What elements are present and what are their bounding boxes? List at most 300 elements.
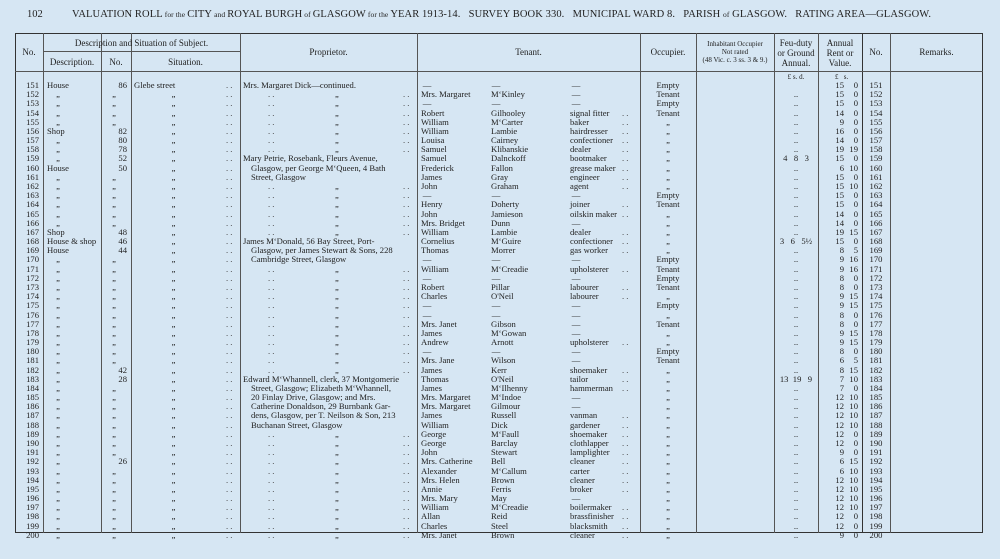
row-street-number: „	[112, 346, 116, 357]
proprietor-line: Catherine Donaldson, 29 Burnbank Gar-	[251, 401, 391, 412]
tenant-surname: Steel	[491, 520, 509, 531]
tenant-surname: Morrer	[491, 245, 516, 256]
rent-pounds: 19	[835, 226, 844, 237]
row-situation: „	[171, 236, 176, 247]
row-number-right: 158	[869, 144, 883, 155]
rent-pounds: 9	[839, 263, 844, 274]
feu-duty-value: 13 19 9	[779, 373, 813, 384]
title-part: for the	[162, 10, 188, 19]
occupier-status: Tenant	[656, 318, 680, 329]
dot-leader: . .	[226, 373, 233, 384]
row-street-number: „	[112, 309, 116, 320]
row-situation: „	[171, 281, 176, 292]
occupier-status: „	[666, 465, 670, 476]
proprietor-ditto: „	[335, 318, 339, 329]
row-situation: „	[171, 401, 176, 412]
row-situation: „	[171, 410, 176, 421]
dot-leader: . .	[403, 318, 410, 329]
tenant-occupation: bootmaker	[570, 153, 607, 164]
row-street-number: „	[112, 392, 116, 403]
row-situation: „	[171, 89, 176, 100]
rent-pounds: 15	[835, 80, 844, 90]
dot-leader: . .	[226, 245, 233, 256]
rent-shillings: 10	[849, 162, 858, 173]
tenant-surname: Bell	[491, 456, 506, 467]
dot-leader: . .	[622, 116, 629, 127]
feu-duty-value: ..	[793, 529, 799, 540]
dot-leader: . .	[622, 162, 629, 173]
dot-leader: . .	[403, 272, 410, 283]
rent-pounds: 12	[835, 511, 844, 522]
rent-pounds: 12	[835, 428, 844, 439]
title-part: of	[722, 10, 730, 19]
row-situation: „	[171, 300, 176, 311]
tenant-occupation: lamplighter	[570, 447, 610, 458]
tenant-first-name: Mrs. Margaret	[421, 392, 471, 403]
feu-duty-value: ..	[793, 382, 799, 393]
row-number: 189	[26, 428, 39, 439]
rent-pounds: 15	[835, 236, 844, 247]
row-number-right: 151	[869, 80, 883, 90]
row-number-right: 195	[869, 483, 883, 494]
tenant-surname: Brown	[491, 529, 515, 540]
dot-leader: . .	[226, 281, 233, 292]
tenant-first-name: Alexander	[421, 465, 457, 476]
rent-shillings: 10	[849, 465, 858, 476]
rent-pounds: 6	[839, 456, 844, 467]
dot-leader: . .	[403, 529, 410, 540]
dot-leader: . .	[622, 419, 629, 430]
row-number-right: 178	[869, 327, 883, 338]
row-number-right: 197	[869, 502, 883, 513]
rent-shillings: 0	[853, 135, 858, 146]
occupier-status: Empty	[656, 346, 680, 357]
rent-shillings: 0	[853, 511, 858, 522]
tenant-surname: M‘Gowan	[491, 327, 527, 338]
tenant-occupation: cleaner	[570, 456, 595, 467]
row-street-number: „	[112, 447, 116, 458]
occupier-status: „	[666, 428, 670, 439]
dot-leader: . .	[226, 309, 233, 320]
rent-pounds: 15	[835, 180, 844, 191]
proprietor-ditto: „	[335, 502, 339, 513]
feu-duty-value: ..	[793, 447, 799, 458]
row-number-right: 192	[869, 456, 883, 467]
row-street-number: „	[112, 199, 116, 210]
feu-duty-value: ..	[793, 456, 799, 467]
tenant-occupation: upholsterer	[570, 263, 609, 274]
dot-leader: . .	[268, 511, 275, 522]
dot-leader: . .	[226, 355, 233, 366]
rent-shillings: 0	[853, 428, 858, 439]
row-number: 163	[26, 190, 39, 201]
rent-shillings: 0	[853, 217, 858, 228]
row-situation: „	[171, 438, 176, 449]
tenant-surname: Fallon	[491, 162, 513, 173]
tenant-surname: Gibson	[491, 318, 516, 329]
row-situation: „	[171, 474, 176, 485]
rent-pounds: 12	[835, 493, 844, 504]
proprietor-ditto: „	[335, 346, 339, 357]
row-number-right: 198	[869, 511, 883, 522]
proprietor-ditto: „	[335, 309, 339, 320]
rent-shillings: 0	[853, 529, 858, 540]
dot-leader: . .	[268, 447, 275, 458]
rent-shillings: 15	[849, 327, 858, 338]
row-number-right: 152	[869, 89, 883, 100]
rent-pounds: 8	[839, 364, 844, 375]
proprietor-ditto: „	[335, 511, 339, 522]
dot-leader: . .	[226, 300, 233, 311]
row-description: „	[56, 254, 60, 265]
occupier-status: Empty	[656, 254, 680, 265]
col-header-feu-duty	[774, 38, 818, 68]
row-description: „	[56, 327, 60, 338]
row-street-number: „	[112, 465, 116, 476]
dot-leader: . .	[226, 272, 233, 283]
proprietor-line: James M‘Donald, 56 Bay Street, Port-	[243, 236, 375, 247]
dot-leader: . .	[622, 447, 629, 458]
tenant-surname: Arnott	[491, 337, 514, 348]
dot-leader: . .	[226, 162, 233, 173]
tenant-surname: —	[491, 346, 501, 357]
row-number: 197	[26, 502, 39, 513]
proprietor-line: Glasgow, per George M‘Queen, 4 Bath	[251, 162, 386, 173]
row-street-number: „	[112, 254, 116, 265]
row-street-number: „	[112, 337, 116, 348]
header-line: Inhabitant Occupier	[707, 40, 763, 48]
occupier-status: „	[666, 520, 670, 531]
dot-leader: . .	[226, 520, 233, 531]
dot-leader: . .	[622, 511, 629, 522]
dot-leader: . .	[403, 327, 410, 338]
row-street-number: „	[112, 300, 116, 311]
row-description: House	[47, 162, 69, 173]
tenant-occupation: cleaner	[570, 474, 595, 485]
title-part: GLASGOW. RATING AREA—GLASGOW.	[729, 9, 932, 20]
row-description: „	[56, 135, 60, 146]
dot-leader: . .	[403, 483, 410, 494]
row-description: „	[56, 144, 60, 155]
tenant-first-name: William	[421, 116, 449, 127]
row-number: 164	[26, 199, 39, 210]
row-number-right: 177	[869, 318, 883, 329]
proprietor-ditto: „	[335, 355, 339, 366]
header-line: Value.	[828, 58, 852, 68]
tenant-occupation: —	[571, 346, 581, 357]
dot-leader: . .	[268, 89, 275, 100]
dot-leader: . .	[268, 291, 275, 302]
tenant-surname: M‘Faull	[491, 428, 520, 439]
dot-leader: . .	[226, 107, 233, 118]
dot-leader: . .	[226, 438, 233, 449]
feu-duty-value: ..	[793, 419, 799, 430]
dot-leader: . .	[622, 199, 629, 210]
row-number: 172	[26, 272, 39, 283]
row-number: 168	[26, 236, 39, 247]
occupier-status: „	[666, 180, 670, 191]
dot-leader: . .	[226, 474, 233, 485]
row-situation: „	[171, 493, 176, 504]
dot-leader: . .	[403, 346, 410, 357]
row-street-number: 50	[118, 162, 127, 173]
dot-leader: . .	[226, 382, 233, 393]
row-number-right: 155	[869, 116, 883, 127]
tenant-first-name: William	[421, 125, 449, 136]
rent-shillings: 15	[849, 364, 858, 375]
col-header-proprietor: Proprietor.	[309, 47, 348, 57]
occupier-status: „	[666, 511, 670, 522]
row-situation: „	[171, 107, 176, 118]
rent-pounds: 12	[835, 502, 844, 513]
tenant-surname: Gilhooley	[491, 107, 526, 118]
dot-leader: . .	[226, 254, 233, 265]
dot-leader: . .	[268, 281, 275, 292]
proprietor-line: dens, Glasgow, per T. Neilson & Son, 213	[251, 410, 396, 421]
feu-duty-value: ..	[793, 98, 799, 109]
feu-duty-value: ..	[793, 208, 799, 219]
tenant-surname: Pillar	[491, 281, 510, 292]
dot-leader: . .	[226, 318, 233, 329]
feu-duty-value: ..	[793, 309, 799, 320]
proprietor-ditto: „	[335, 474, 339, 485]
tenant-occupation: —	[571, 217, 581, 228]
row-street-number: „	[112, 171, 116, 182]
feu-duty-value: ..	[793, 392, 799, 403]
dot-leader: . .	[403, 493, 410, 504]
tenant-surname: —	[491, 300, 501, 311]
tenant-occupation: signal fitter	[570, 107, 610, 118]
rent-shillings: 0	[853, 382, 858, 393]
col-header-tenant: Tenant.	[515, 47, 542, 57]
row-situation: „	[171, 291, 176, 302]
row-description: „	[56, 382, 60, 393]
tenant-occupation: —	[571, 98, 581, 109]
dot-leader: . .	[622, 208, 629, 219]
row-situation: „	[171, 245, 176, 256]
row-number-right: 186	[869, 401, 883, 412]
dot-leader: . .	[622, 180, 629, 191]
rent-shillings: 0	[853, 309, 858, 320]
row-number-right: 153	[869, 98, 883, 109]
feu-duty-value: ..	[793, 318, 799, 329]
tenant-occupation: engineer	[570, 171, 600, 182]
row-number: 154	[26, 107, 39, 118]
dot-leader: . .	[622, 144, 629, 155]
title-part: GLASGOW	[312, 9, 366, 20]
row-number: 169	[26, 245, 39, 256]
occupier-status: „	[666, 116, 670, 127]
row-description: „	[56, 419, 60, 430]
rent-shillings: 10	[849, 410, 858, 421]
proprietor-ditto: „	[335, 263, 339, 274]
occupier-status: „	[666, 392, 670, 403]
row-situation: „	[171, 529, 176, 540]
tenant-occupation: —	[571, 493, 581, 504]
tenant-occupation: —	[571, 318, 581, 329]
rent-pounds: 12	[835, 419, 844, 430]
row-description: „	[56, 438, 60, 449]
tenant-first-name: George	[421, 428, 447, 439]
row-situation: „	[171, 483, 176, 494]
dot-leader: . .	[403, 116, 410, 127]
row-number-right: 163	[869, 190, 883, 201]
row-number: 179	[26, 337, 39, 348]
row-situation: „	[171, 447, 176, 458]
row-number-right: 194	[869, 474, 883, 485]
dot-leader: . .	[403, 107, 410, 118]
tenant-surname: Russell	[491, 410, 517, 421]
proprietor-ditto: „	[335, 226, 339, 237]
header-line: Not rated	[721, 48, 749, 56]
dot-leader: . .	[226, 98, 233, 109]
feu-duty-value: ..	[793, 410, 799, 421]
rent-pounds: 7	[839, 373, 844, 384]
row-description: „	[56, 180, 60, 191]
rent-pounds: 9	[839, 300, 844, 311]
row-street-number: „	[112, 107, 116, 118]
dot-leader: . .	[403, 135, 410, 146]
dot-leader: . .	[268, 327, 275, 338]
rent-pounds: 12	[835, 392, 844, 403]
rent-pounds: 12	[835, 410, 844, 421]
row-number-right: 184	[869, 382, 883, 393]
feu-duty-value: ..	[793, 337, 799, 348]
dot-leader: . .	[622, 281, 629, 292]
dot-leader: . .	[403, 465, 410, 476]
proprietor-line: Edward M‘Whannell, clerk, 37 Montgomerie	[243, 373, 400, 384]
row-description: „	[56, 465, 60, 476]
occupier-status: Empty	[656, 98, 680, 109]
row-situation: „	[171, 226, 176, 237]
row-number: 170	[26, 254, 39, 265]
row-street-number: „	[112, 281, 116, 292]
dot-leader: . .	[268, 309, 275, 320]
rent-shillings: 10	[849, 401, 858, 412]
dot-leader: . .	[268, 474, 275, 485]
row-number-right: 174	[869, 291, 883, 302]
tenant-occupation: vanman	[570, 410, 598, 421]
occupier-status: „	[666, 401, 670, 412]
feu-duty-value: ..	[793, 364, 799, 375]
row-street-number: 48	[118, 226, 127, 237]
feu-duty-value: ..	[793, 217, 799, 228]
dot-leader: . .	[403, 208, 410, 219]
row-street-number: 52	[118, 153, 127, 164]
row-street-number: „	[112, 291, 116, 302]
row-number-right: 176	[869, 309, 883, 320]
rent-pounds: 8	[839, 272, 844, 283]
row-description: „	[56, 410, 60, 421]
rent-pounds: 12	[835, 401, 844, 412]
row-number-right: 154	[869, 107, 883, 118]
row-number: 161	[26, 171, 39, 182]
dot-leader: . .	[226, 483, 233, 494]
proprietor-line: Mary Petrie, Rosebank, Fleurs Avenue,	[243, 153, 378, 164]
proprietor-ditto: „	[335, 89, 339, 100]
row-number-right: 200	[869, 529, 883, 540]
feu-duty-value: ..	[793, 474, 799, 485]
row-number: 196	[26, 493, 39, 504]
tenant-surname: Doherty	[491, 199, 520, 210]
row-number-right: 180	[869, 346, 883, 357]
dot-leader: . .	[226, 208, 233, 219]
row-situation: „	[171, 465, 176, 476]
tenant-surname: M‘Ilhenny	[491, 382, 528, 393]
dot-leader: . .	[226, 447, 233, 458]
tenant-occupation: confectioner	[570, 236, 613, 247]
dot-leader: . .	[226, 171, 233, 182]
row-description: „	[56, 401, 60, 412]
tenant-first-name: Thomas	[421, 245, 449, 256]
feu-duty-value: ..	[793, 355, 799, 366]
tenant-occupation: agent	[570, 180, 589, 191]
tenant-first-name: Mrs. Janet	[421, 318, 457, 329]
occupier-status: „	[666, 226, 670, 237]
dot-leader: . .	[226, 346, 233, 357]
row-street-number: „	[112, 190, 116, 201]
feu-duty-value: ..	[793, 327, 799, 338]
row-situation: „	[171, 382, 176, 393]
dot-leader: . .	[403, 291, 410, 302]
row-description: „	[56, 309, 60, 320]
dot-leader: . .	[403, 474, 410, 485]
dot-leader: . .	[268, 465, 275, 476]
dot-leader: . .	[622, 263, 629, 274]
col-header-situation: Situation.	[168, 57, 203, 67]
occupier-status: „	[666, 217, 670, 228]
proprietor-ditto: „	[335, 447, 339, 458]
tenant-occupation: gardener	[570, 419, 601, 430]
rent-shillings: 0	[853, 199, 858, 210]
row-description: House	[47, 245, 69, 256]
dot-leader: . .	[268, 217, 275, 228]
tenant-surname: M‘Kinley	[491, 89, 525, 100]
row-situation: „	[171, 199, 176, 210]
row-situation: „	[171, 254, 176, 265]
tenant-first-name: Mrs. Mary	[421, 493, 458, 504]
feu-duty-value: ..	[793, 245, 799, 256]
tenant-occupation: hairdresser	[570, 125, 608, 136]
tenant-surname: Wilson	[491, 355, 516, 366]
tenant-surname: —	[491, 309, 501, 320]
row-description: „	[56, 529, 60, 540]
dot-leader: . .	[226, 410, 233, 421]
row-number-right: 168	[869, 236, 883, 247]
occupier-status: „	[666, 162, 670, 173]
feu-duty-value: ..	[793, 162, 799, 173]
row-street-number: „	[112, 89, 116, 100]
dot-leader: . .	[268, 337, 275, 348]
dot-leader: . .	[403, 281, 410, 292]
tenant-surname: —	[491, 190, 501, 201]
row-situation: „	[171, 309, 176, 320]
title-part: ROYAL BURGH	[227, 9, 303, 20]
rent-shillings: 15	[849, 456, 858, 467]
tenant-occupation: shoemaker	[570, 364, 608, 375]
dot-leader: . .	[403, 520, 410, 531]
proprietor-ditto: „	[335, 135, 339, 146]
row-number: 182	[26, 364, 39, 375]
row-number-right: 196	[869, 493, 883, 504]
dot-leader: . .	[268, 438, 275, 449]
row-number: 195	[26, 483, 39, 494]
rent-pounds: 8	[839, 245, 844, 256]
rent-shillings: 0	[853, 116, 858, 127]
proprietor-ditto: „	[335, 199, 339, 210]
row-street-number: 86	[118, 80, 127, 90]
proprietor-ditto: „	[335, 493, 339, 504]
